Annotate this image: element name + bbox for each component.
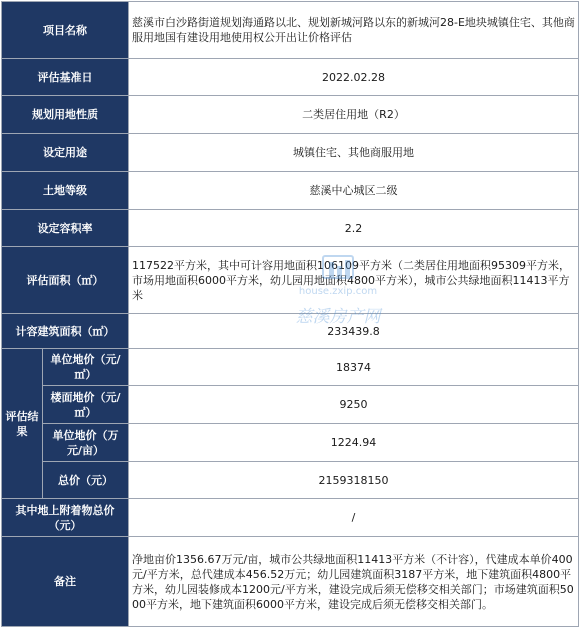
land-grade-label: 土地等级: [2, 172, 129, 210]
unit-price-mu-label: 单位地价（万元/亩）: [43, 424, 129, 462]
designated-use-label: 设定用途: [2, 134, 129, 172]
remarks-value: 净地亩价1356.67万元/亩，城市公共绿地面积11413平方米（不计容），代建成本单价400元/平方米，总代建成本456.52万元；幼儿园建筑面积3187平方米，地下建筑面积4800平方米，幼儿园装修成本1200元/平方米，建设完成后须无偿移交相关部门；市场建筑面积5000平方米，地下建筑面积6000平方米，建设完成后须无偿移交相关部门。: [129, 537, 579, 627]
unit-land-price-value: 18374: [129, 349, 579, 386]
project-name-label: 项目名称: [2, 2, 129, 59]
row-total-price: [2, 462, 579, 499]
row-remarks: [2, 537, 579, 627]
row-land-use-nature: [2, 96, 579, 134]
attachment-value-value: /: [129, 499, 579, 537]
plot-ratio-value: 2.2: [129, 210, 579, 247]
floor-area-label: 计容建筑面积（㎡）: [2, 314, 129, 349]
row-floor-area: [2, 314, 579, 349]
attachment-value-label: 其中地上附着物总价（元）: [2, 499, 129, 537]
unit-price-mu-value: 1224.94: [129, 424, 579, 462]
land-grade-value: 慈溪中心城区二级: [129, 172, 579, 210]
row-project-name: [2, 2, 579, 59]
row-unit-land-price: [2, 349, 579, 386]
results-group-label: 评估结果: [2, 349, 43, 499]
floor-price-label: 楼面地价（元/㎡）: [43, 386, 129, 424]
floor-price-value: 9250: [129, 386, 579, 424]
remarks-label: 备注: [2, 537, 129, 627]
row-floor-price: [2, 386, 579, 424]
unit-land-price-label: 单位地价（元/㎡）: [43, 349, 129, 386]
watermark-brand: 慈溪房产网: [295, 307, 381, 327]
row-assessed-area: [2, 247, 579, 314]
land-use-nature-label: 规划用地性质: [2, 96, 129, 134]
plot-ratio-label: 设定容积率: [2, 210, 129, 247]
row-valuation-date: [2, 59, 579, 96]
assessed-area-label: 评估面积（㎡）: [2, 247, 129, 314]
watermark-domain: house.zxip.com: [298, 286, 378, 297]
assessed-area-value: 117522平方米，其中可计容用地面积106109平方米（二类居住用地面积95309平方米，市场用地面积6000平方米，幼儿园用地面积4800平方米），城市公共绿地面积11413平方米: [129, 247, 579, 314]
land-use-nature-value: 二类居住用地（R2）: [129, 96, 579, 134]
row-land-grade: [2, 172, 579, 210]
valuation-date-label: 评估基准日: [2, 59, 129, 96]
valuation-date-value: 2022.02.28: [129, 59, 579, 96]
total-price-label: 总价（元）: [43, 462, 129, 499]
row-unit-price-mu: [2, 424, 579, 462]
designated-use-value: 城镇住宅、其他商服用地: [129, 134, 579, 172]
total-price-value: 2159318150: [129, 462, 579, 499]
row-plot-ratio: [2, 210, 579, 247]
valuation-table: [1, 1, 579, 627]
row-attachment-value: [2, 499, 579, 537]
floor-area-value: 233439.8: [129, 314, 579, 349]
project-name-value: 慈溪市白沙路街道规划海通路以北、规划新城河路以东的新城河28-E地块城镇住宅、其他商服用地国有建设用地使用权公开出让价格评估: [129, 2, 579, 59]
row-designated-use: [2, 134, 579, 172]
